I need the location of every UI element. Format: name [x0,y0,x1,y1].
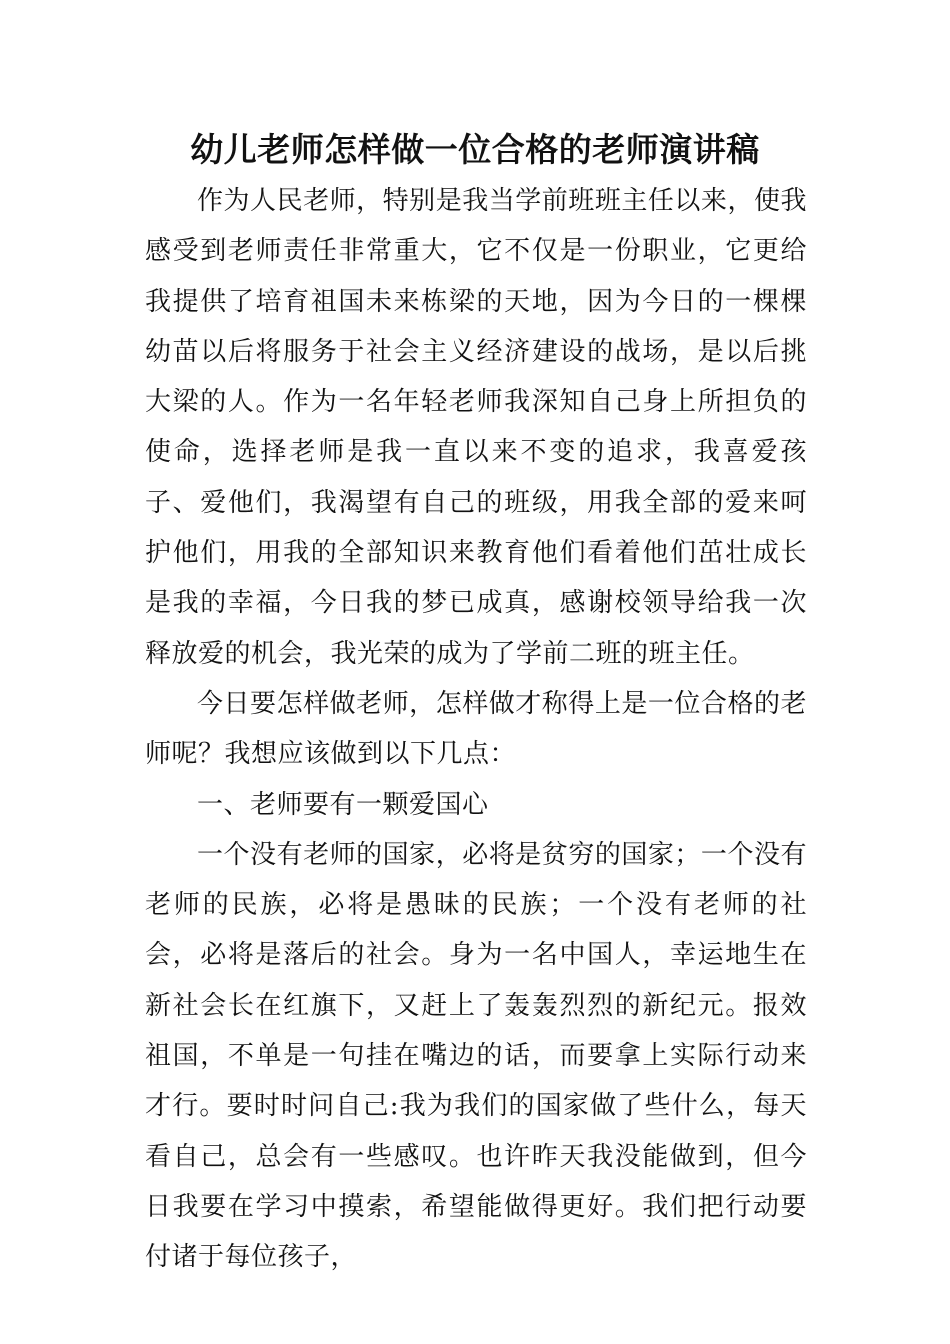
paragraph-patriotism: 一个没有老师的国家，必将是贫穷的国家；一个没有老师的民族，必将是愚昧的民族；一个没有老师的社会，必将是落后的社会。身为一名中国人，幸运地生在新社会长在红旗下，又赶上了轰轰烈烈的新纪元。报效祖国，不单是一句挂在嘴边的话，而要拿上实际行动来才行。要时时问自己:我为我们的国家做了些什么，每天看自己，总会有一些感叹。也许昨天我没能做到，但今日我要在学习中摸索，希望能做得更好。我们把行动要付诸于每位孩子， [145,839,807,1273]
paragraph-question: 今日要怎样做老师，怎样做才称得上是一位合格的老师呢？我想应该做到以下几点： [145,688,807,770]
paragraph-intro: 作为人民老师，特别是我当学前班班主任以来，使我感受到老师责任非常重大，它不仅是一份职业，它更给我提供了培育祖国未来栋梁的天地，因为今日的一棵棵幼苗以后将服务于社会主义经济建设的战场，是以后挑大梁的人。作为一名年轻老师我深知自己身上所担负的使命，选择老师是我一直以来不变的追求，我喜爱孩子、爱他们，我渴望有自己的班级，用我全部的爱来呵护他们，用我的全部知识来教育他们看着他们茁壮成长是我的幸福，今日我的梦已成真，感谢校领导给我一次释放爱的机会，我光荣的成为了学前二班的班主任。 [145,186,807,669]
document-title: 幼儿老师怎样做一位合格的老师演讲稿 [190,130,760,169]
document-body [145,176,807,1283]
section-heading-patriotism: 一、老师要有一颗爱国心 [197,789,489,820]
